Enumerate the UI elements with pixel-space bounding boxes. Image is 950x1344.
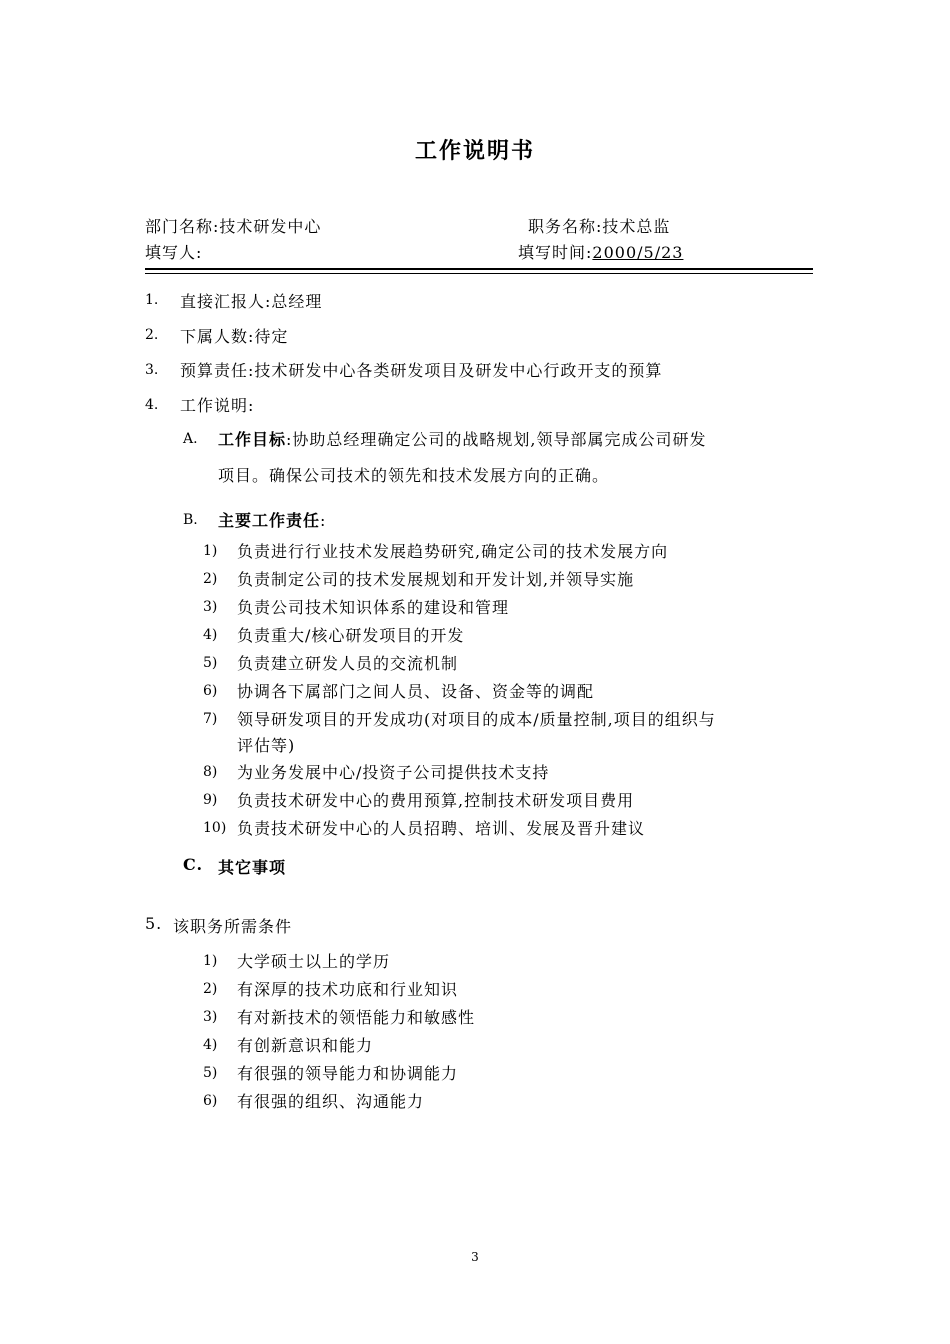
requirement-number: 1) bbox=[203, 953, 218, 969]
duty-text-cont: 评估等) bbox=[237, 736, 296, 755]
section-number: 1. bbox=[145, 292, 159, 308]
duty-number: 10) bbox=[203, 820, 227, 836]
date-field bbox=[518, 240, 683, 263]
requirements-number: 5. bbox=[145, 914, 163, 933]
section-text: 工作说明: bbox=[180, 396, 255, 415]
work-objective-heading: 工作目标 bbox=[218, 430, 287, 449]
duty-text: 负责公司技术知识体系的建设和管理 bbox=[237, 598, 510, 617]
section-text: 下属人数:待定 bbox=[180, 327, 289, 346]
duty-number: 7) bbox=[203, 711, 218, 727]
requirement-text: 有深厚的技术功底和行业知识 bbox=[237, 980, 459, 999]
requirement-number: 2) bbox=[203, 981, 218, 997]
dept-label: 部门名称: bbox=[145, 217, 220, 236]
duty-text: 为业务发展中心/投资子公司提供技术支持 bbox=[237, 763, 550, 782]
page-title: 工作说明书 bbox=[414, 138, 535, 164]
section-text: 预算责任:技术研发中心各类研发项目及研发中心行政开支的预算 bbox=[180, 361, 663, 380]
requirements-heading: 该职务所需条件 bbox=[173, 917, 293, 936]
requirement-number: 5) bbox=[203, 1065, 218, 1081]
page-number: 3 bbox=[471, 1250, 479, 1264]
work-objective bbox=[218, 427, 707, 450]
header-divider-thick bbox=[145, 268, 813, 270]
other-matters-heading: 其它事项 bbox=[218, 858, 287, 877]
duty-text: 负责建立研发人员的交流机制 bbox=[237, 654, 459, 673]
requirement-text: 大学硕士以上的学历 bbox=[237, 952, 391, 971]
duty-number: 4) bbox=[203, 627, 218, 643]
requirement-number: 3) bbox=[203, 1009, 218, 1025]
section-number: 2. bbox=[145, 327, 159, 343]
duty-number: 1) bbox=[203, 543, 218, 559]
duty-number: 8) bbox=[203, 764, 218, 780]
work-objective-text-cont: 项目。确保公司技术的领先和技术发展方向的正确。 bbox=[218, 466, 610, 485]
dept-field bbox=[145, 214, 321, 237]
requirement-number: 4) bbox=[203, 1037, 218, 1053]
position-value: 技术总监 bbox=[602, 217, 671, 236]
section-number: 3. bbox=[145, 362, 159, 378]
duty-text: 负责技术研发中心的人员招聘、培训、发展及晋升建议 bbox=[237, 819, 646, 838]
requirement-text: 有创新意识和能力 bbox=[237, 1036, 374, 1055]
position-field bbox=[528, 214, 670, 237]
duty-text: 负责进行行业技术发展趋势研究,确定公司的技术发展方向 bbox=[237, 542, 669, 561]
dept-value: 技术研发中心 bbox=[219, 217, 322, 236]
item-letter-c: C. bbox=[183, 855, 204, 874]
item-letter-a: A. bbox=[183, 431, 198, 447]
duty-text: 负责技术研发中心的费用预算,控制技术研发项目费用 bbox=[237, 791, 635, 810]
duty-text: 领导研发项目的开发成功(对项目的成本/质量控制,项目的组织与 bbox=[237, 710, 716, 729]
duty-number: 5) bbox=[203, 655, 218, 671]
requirement-number: 6) bbox=[203, 1093, 218, 1109]
position-label: 职务名称: bbox=[528, 217, 603, 236]
main-responsibilities-label: 主要工作责任 bbox=[218, 511, 321, 530]
requirement-text: 有很强的组织、沟通能力 bbox=[237, 1092, 425, 1111]
duty-number: 6) bbox=[203, 683, 218, 699]
header-divider-thin bbox=[145, 273, 813, 274]
duty-number: 2) bbox=[203, 571, 218, 587]
filler-label: 填写人: bbox=[145, 243, 203, 262]
work-objective-text: :协助总经理确定公司的战略规划,领导部属完成公司研发 bbox=[286, 430, 707, 449]
main-responsibilities-heading bbox=[218, 508, 326, 531]
duty-number: 9) bbox=[203, 792, 218, 808]
section-text: 直接汇报人:总经理 bbox=[180, 292, 323, 311]
duty-text: 负责制定公司的技术发展规划和开发计划,并领导实施 bbox=[237, 570, 635, 589]
date-value: 2000/5/23 bbox=[592, 243, 684, 262]
section-number: 4. bbox=[145, 397, 159, 413]
requirement-text: 有对新技术的领悟能力和敏感性 bbox=[237, 1008, 476, 1027]
heading-colon: : bbox=[320, 511, 327, 530]
duty-text: 协调各下属部门之间人员、设备、资金等的调配 bbox=[237, 682, 595, 701]
item-letter-b: B. bbox=[183, 512, 198, 528]
date-label: 填写时间: bbox=[518, 243, 593, 262]
requirement-text: 有很强的领导能力和协调能力 bbox=[237, 1064, 459, 1083]
duty-number: 3) bbox=[203, 599, 218, 615]
duty-text: 负责重大/核心研发项目的开发 bbox=[237, 626, 465, 645]
